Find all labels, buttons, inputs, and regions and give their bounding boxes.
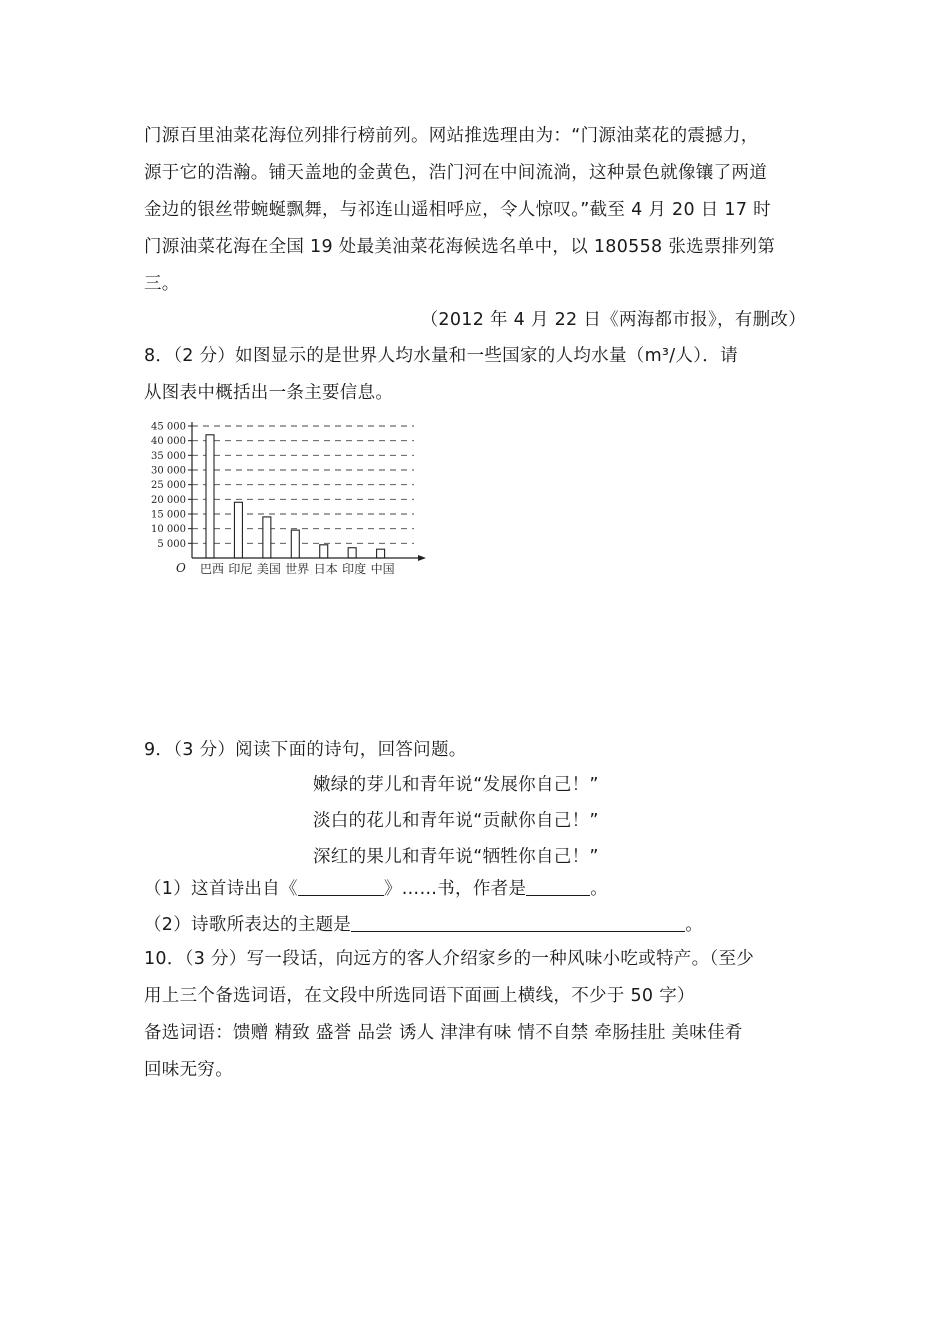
q9-sub2 [144, 913, 703, 937]
bar-5 [320, 545, 328, 558]
chart-y-ticks [151, 422, 192, 550]
y-tick-label: 15 000 [151, 509, 186, 521]
x-label: 世界 [285, 562, 310, 576]
bar-4 [291, 530, 299, 558]
bar-1 [206, 435, 214, 558]
y-tick-label: 20 000 [151, 494, 186, 506]
q10-word-bank-end: 回味无穷。 [144, 1060, 233, 1080]
q8-prompt-line-1: 8．（2 分）如图显示的是世界人均水量和一些国家的人均水量（m³/人）．请 [144, 346, 738, 366]
q8-prompt-line-2: 从图表中概括出一条主要信息。 [144, 383, 394, 403]
bar-7 [377, 549, 385, 558]
poem-line-2: 淡白的花儿和青年说“贡献你自己！” [313, 811, 599, 831]
y-tick-label: 5 000 [157, 538, 186, 550]
passage-line-3: 金边的银丝带蜿蜒飘舞，与祁连山遥相呼应，令人惊叹。”截至 4 月 20 日 17 时 [144, 200, 771, 220]
chart-origin-label: O [176, 561, 186, 575]
passage-source: （2012 年 4 月 22 日《两海都市报》，有删改） [420, 310, 806, 330]
q9-sub2-text-a: （2）诗歌所表达的主题是 [144, 915, 352, 935]
passage-line-5: 三。 [144, 274, 180, 294]
chart-x-labels [200, 561, 395, 576]
water-per-capita-bar-chart [144, 414, 434, 580]
x-label: 日本 [313, 562, 338, 576]
theme-blank[interactable] [351, 913, 685, 932]
author-blank[interactable] [526, 877, 590, 896]
x-label: 巴西 [199, 562, 225, 576]
q10-prompt-line-2: 用上三个备选词语，在文段中所选同语下面画上横线，不少于 50 字） [144, 986, 695, 1006]
bar-6 [348, 548, 356, 558]
bar-3 [263, 517, 271, 558]
poem-line-1: 嫩绿的芽儿和青年说“发展你自己！” [313, 775, 599, 795]
y-tick-label: 10 000 [151, 524, 186, 536]
passage-line-1: 门源百里油菜花海位列排行榜前列。网站推选理由为：“门源油菜花的震撼力， [144, 126, 759, 146]
x-label: 中国 [370, 562, 395, 576]
passage-line-4: 门源油菜花海在全国 19 处最美油菜花海候选名单中，以 180558 张选票排列第 [144, 237, 776, 257]
chart-gridlines [192, 426, 414, 543]
chart-bars [206, 435, 385, 558]
y-tick-label: 35 000 [151, 450, 186, 462]
bar-2 [234, 502, 242, 558]
poem-line-3: 深红的果儿和青年说“牺牲你自己！” [313, 847, 599, 867]
q10-prompt-line-1: 10．（3 分）写一段话，向远方的客人介绍家乡的一种风味小吃或特产。（至少 [144, 949, 755, 969]
q9-sub1-text-c: 。 [590, 879, 609, 899]
q9-sub1-text-b: 》……书，作者是 [383, 879, 527, 899]
x-label: 美国 [256, 562, 281, 576]
q9-sub2-text-b: 。 [685, 915, 704, 935]
chart-x-axis-arrow [418, 555, 426, 561]
x-label: 印尼 [228, 562, 253, 576]
q10-word-bank: 备选词语：馈赠 精致 盛誉 品尝 诱人 津津有味 情不自禁 牵肠挂肚 美味佳肴 [144, 1023, 743, 1043]
book-title-blank[interactable] [298, 877, 384, 896]
q9-sub1 [144, 877, 608, 901]
passage-line-2: 源于它的浩瀚。铺天盖地的金黄色，浩门河在中间流淌，这种景色就像镶了两道 [144, 163, 767, 183]
q9-intro: 9．（3 分）阅读下面的诗句，回答问题。 [144, 740, 467, 760]
y-tick-label: 40 000 [151, 436, 186, 448]
y-tick-label: 30 000 [151, 465, 186, 477]
y-tick-label: 45 000 [151, 421, 186, 433]
q9-sub1-text-a: （1）这首诗出自《 [144, 879, 298, 899]
y-tick-label: 25 000 [151, 480, 186, 492]
x-label: 印度 [342, 562, 367, 576]
